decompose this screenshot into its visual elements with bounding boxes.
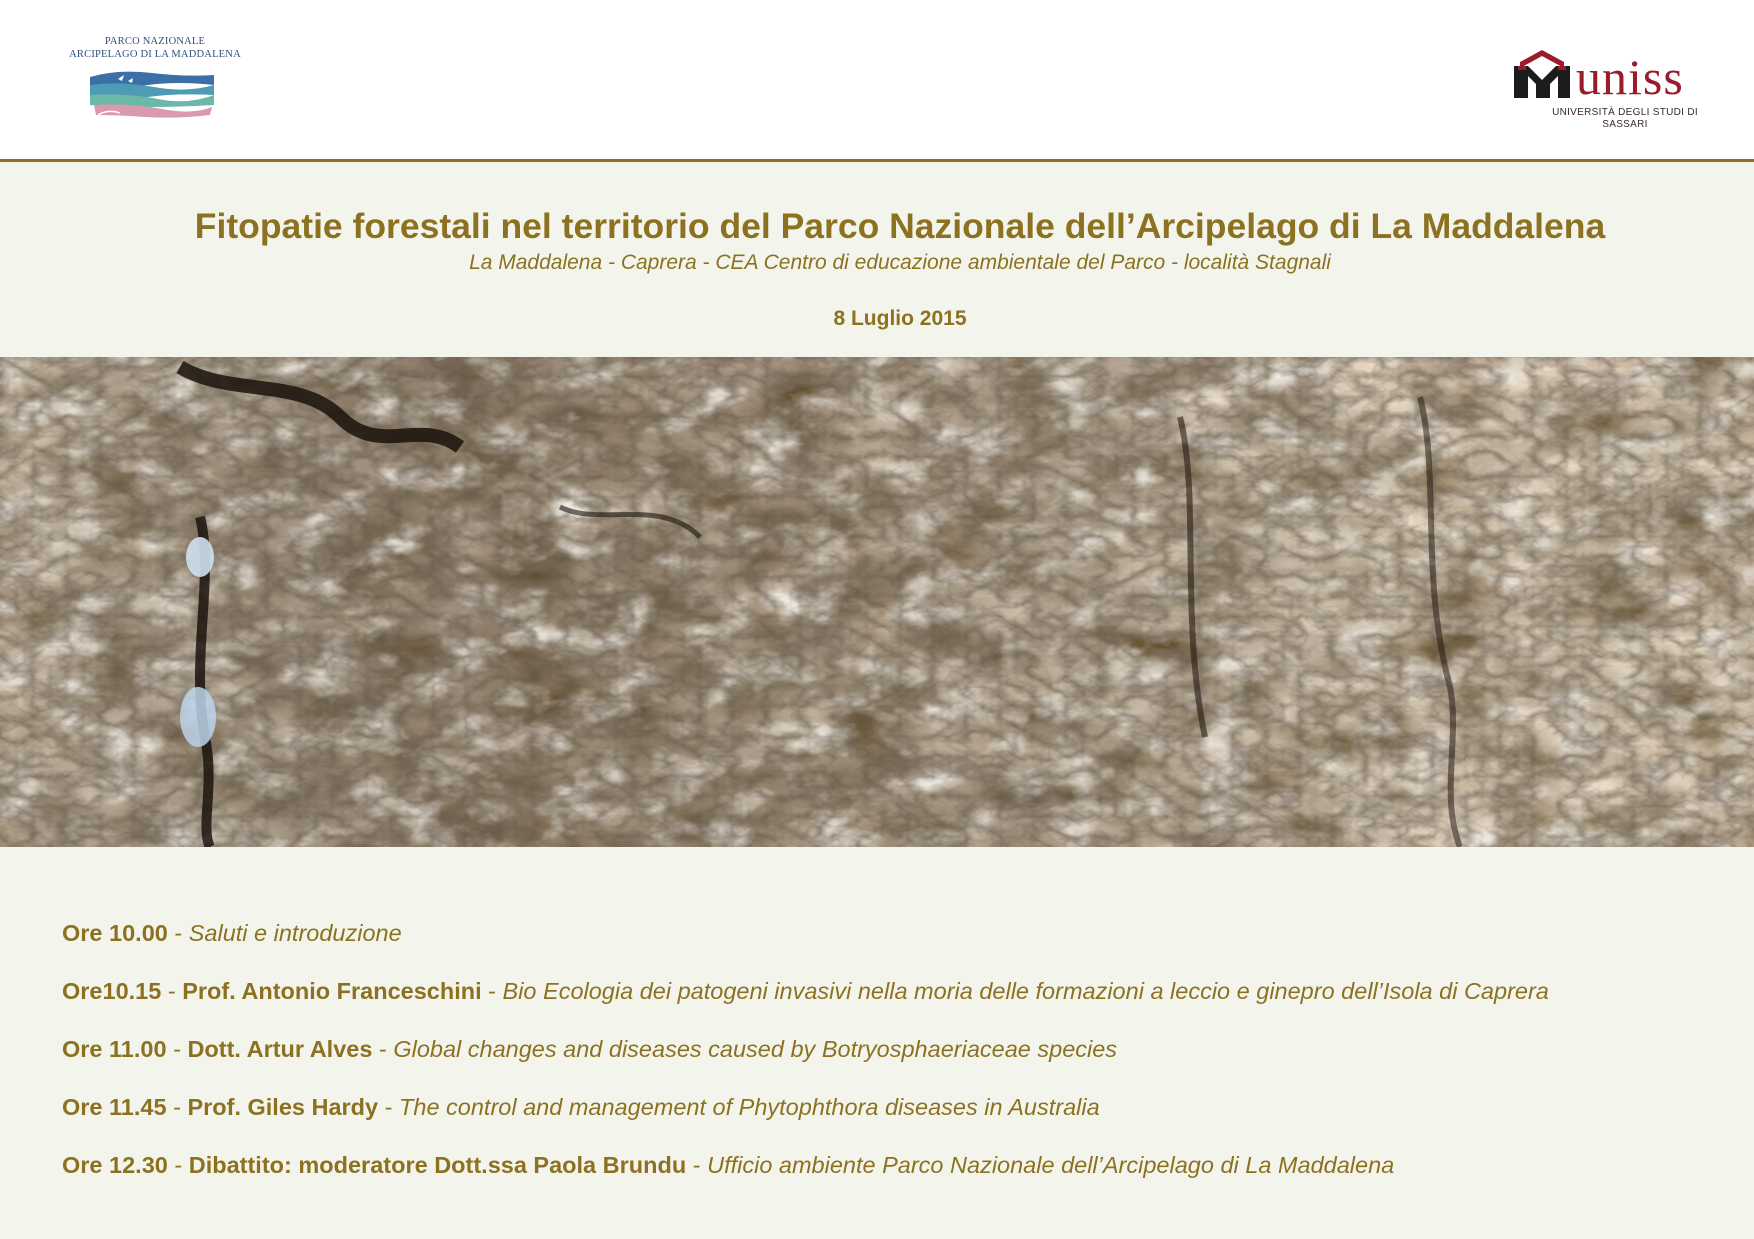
program-time: Ore10.15 bbox=[62, 978, 162, 1004]
uniss-logo[interactable] bbox=[1510, 46, 1710, 130]
program-time: Ore 12.30 bbox=[62, 1152, 168, 1178]
program-description: Saluti e introduzione bbox=[188, 920, 402, 946]
uniss-subtitle: UNIVERSITÀ DEGLI STUDI DI SASSARI bbox=[1552, 107, 1698, 130]
program-separator: - bbox=[686, 1152, 708, 1178]
program-separator: - bbox=[166, 1036, 188, 1062]
bark-photo bbox=[0, 357, 1754, 847]
program-separator: - bbox=[167, 1152, 189, 1178]
program-separator: - bbox=[167, 920, 189, 946]
program-separator: - bbox=[481, 978, 503, 1004]
program-item bbox=[62, 1148, 1742, 1206]
program-item bbox=[62, 1090, 1742, 1148]
program-item bbox=[62, 1032, 1742, 1090]
program-item bbox=[62, 916, 1742, 974]
event-title: Fitopatie forestali nel territorio del Parco Nazionale dell’Arcipelago di La Maddalena bbox=[194, 206, 1606, 246]
park-logo[interactable] bbox=[60, 35, 250, 125]
program-description: Bio Ecologia dei patogeni invasivi nella moria delle formazioni a leccio e ginepro dell’Isola di Caprera bbox=[502, 978, 1549, 1004]
program-time: Ore 11.45 bbox=[62, 1094, 167, 1120]
program-separator: - bbox=[166, 1094, 188, 1120]
program-description: Global changes and diseases caused by Botryosphaeriaceae species bbox=[393, 1036, 1118, 1062]
event-location: La Maddalena - Caprera - CEA Centro di educazione ambientale del Parco - località Stagnali bbox=[469, 251, 1331, 274]
program-speaker: Prof. Giles Hardy bbox=[187, 1094, 379, 1120]
program-time: Ore 11.00 bbox=[62, 1036, 167, 1062]
program-separator: - bbox=[372, 1036, 394, 1062]
program-list bbox=[62, 916, 1742, 1206]
park-logo-waves-icon bbox=[88, 63, 218, 125]
park-logo-line1: PARCO NAZIONALE bbox=[104, 36, 206, 47]
program-description: Ufficio ambiente Parco Nazionale dell’Arcipelago di La Maddalena bbox=[707, 1152, 1395, 1178]
program-separator: - bbox=[161, 978, 183, 1004]
park-logo-text bbox=[60, 35, 250, 61]
event-date: 8 Luglio 2015 bbox=[833, 307, 967, 330]
bark-texture-image bbox=[0, 357, 1754, 847]
program-speaker: Dibattito: moderatore Dott.ssa Paola Brundu bbox=[188, 1152, 687, 1178]
program-description: The control and management of Phytophthora diseases in Australia bbox=[399, 1094, 1100, 1120]
program-speaker: Prof. Antonio Franceschini bbox=[182, 978, 482, 1004]
program-item bbox=[62, 974, 1742, 1032]
park-logo-line2: ARCIPELAGO DI LA MADDALENA bbox=[69, 49, 241, 60]
header bbox=[0, 0, 1754, 162]
program-separator: - bbox=[378, 1094, 400, 1120]
uniss-wordmark: uniss bbox=[1576, 49, 1684, 105]
program-time: Ore 10.00 bbox=[62, 920, 168, 946]
uniss-building-icon bbox=[1510, 46, 1576, 102]
program-speaker: Dott. Artur Alves bbox=[187, 1036, 373, 1062]
